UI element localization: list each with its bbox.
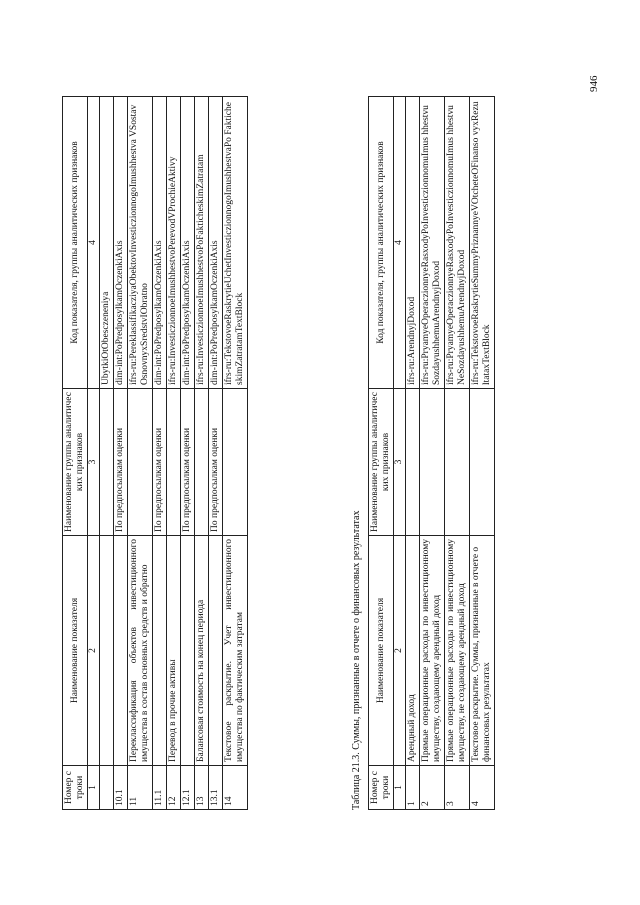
col-number: 3: [88, 389, 100, 536]
row-group: [420, 389, 445, 536]
header-indicator-name: Наименование показателя: [63, 536, 88, 766]
row-indicator: [209, 536, 223, 766]
row-number: 13.1: [209, 766, 223, 810]
table-row: [406, 97, 420, 810]
row-group: По предпосылкам оценки: [181, 389, 195, 536]
page-number: 946: [588, 75, 600, 92]
row-code: dim-int:PoPredposylkamOczenkiAxis: [114, 97, 128, 389]
table-row: [223, 97, 248, 810]
row-group: [195, 389, 209, 536]
row-indicator: Арендный доход: [406, 536, 420, 766]
row-code: ifrs-ru:TekstovoeRaskrytieUchetInvesticzionnogoImushhestvaPo FakticheskimZatratamTextBlock: [223, 97, 248, 389]
table-caption: Таблица 21.3. Суммы, признанные в отчете о финансовых результатах: [351, 510, 362, 810]
row-group: [223, 389, 248, 536]
row-code: ifrs-ru:InvesticzionnoeImushhestvoPerevodVProchieAktivy: [167, 97, 181, 389]
header-row-number: Номер строки: [63, 766, 88, 810]
row-indicator: Балансовая стоимость на конец периода: [195, 536, 209, 766]
col-number: 2: [88, 536, 100, 766]
row-indicator: [181, 536, 195, 766]
row-group: По предпосылкам оценки: [114, 389, 128, 536]
row-number: 13: [195, 766, 209, 810]
row-group: [470, 389, 495, 536]
header-indicator-name: Наименование показателя: [369, 536, 394, 766]
table-header-row: [369, 97, 394, 810]
row-indicator: Текстовое раскрытие. Суммы, признанные в отчете о финансовых результатах: [470, 536, 495, 766]
row-indicator: Переклассификация объектов инвестиционного имущества в состав основных средств и обратно: [128, 536, 153, 766]
col-number: 1: [394, 766, 406, 810]
table-row: [181, 97, 195, 810]
row-code: ifrs-ru:InvesticzionnoeImushhestvoPoFakticheskimZatratam: [195, 97, 209, 389]
row-code: dim-int:PoPredposylkamOczenkiAxis: [209, 97, 223, 389]
row-number: 3: [445, 766, 470, 810]
table-header-row: [63, 97, 88, 810]
row-code: ifrs-ru:PryamyeOperaczionnyeRasxodyPoInvesticzionnomuImus hhestvuNeSozdayushhemuArendnyjDoxod: [445, 97, 470, 389]
row-group: [406, 389, 420, 536]
row-code: UbytkiOtObesczeneniya: [100, 97, 114, 389]
table-row: [445, 97, 470, 810]
table-row: [167, 97, 181, 810]
row-group: [100, 389, 114, 536]
row-code: dim-int:PoPredposylkamOczenkiAxis: [153, 97, 167, 389]
header-code: Код показателя, группы аналитических признаков: [369, 97, 394, 389]
table-row: [470, 97, 495, 810]
table-row: [153, 97, 167, 810]
column-number-row: [88, 97, 100, 810]
row-indicator: Перевод в прочие активы: [167, 536, 181, 766]
row-number: 12: [167, 766, 181, 810]
table-row: [128, 97, 153, 810]
col-number: 4: [88, 97, 100, 389]
row-group: [167, 389, 181, 536]
header-code: Код показателя, группы аналитических признаков: [63, 97, 88, 389]
row-group: [445, 389, 470, 536]
row-indicator: [100, 536, 114, 766]
row-code: ifrs-ru:ArendnyjDoxod: [406, 97, 420, 389]
row-number: 11.1: [153, 766, 167, 810]
row-indicator: Прямые операционные расходы по инвестиционному имуществу, создающему арендный доход: [420, 536, 445, 766]
table-investment-property: [62, 96, 248, 810]
row-group: По предпосылкам оценки: [209, 389, 223, 536]
row-number: 1: [406, 766, 420, 810]
header-row-number: Номер строки: [369, 766, 394, 810]
column-number-row: [394, 97, 406, 810]
table-amounts-recognized: [368, 96, 495, 810]
row-number: 4: [470, 766, 495, 810]
row-number: 10.1: [114, 766, 128, 810]
row-group: [128, 389, 153, 536]
row-code: ifrs-ru:PereklassifikacziyaObektovInvesticzionnogoImushhestva VSostavOsnovnyxSredstvIObratno: [128, 97, 153, 389]
row-number: 12.1: [181, 766, 195, 810]
row-group: По предпосылкам оценки: [153, 389, 167, 536]
header-group-name: Наименование группы аналитических признаков: [369, 389, 394, 536]
header-group-name: Наименование группы аналитических признаков: [63, 389, 88, 536]
row-number: 2: [420, 766, 445, 810]
col-number: 3: [394, 389, 406, 536]
col-number: 2: [394, 536, 406, 766]
row-code: ifrs-ru:PryamyeOperaczionnyeRasxodyPoInvesticzionnomuImus hhestvuSozdayushhemuArendnyjDoxod: [420, 97, 445, 389]
table-row: [100, 97, 114, 810]
row-indicator: Текстовое раскрытие. Учет инвестиционного имущества по фактическим затратам: [223, 536, 248, 766]
row-indicator: [153, 536, 167, 766]
col-number: 1: [88, 766, 100, 810]
table-row: [195, 97, 209, 810]
table-row: [209, 97, 223, 810]
table-row: [420, 97, 445, 810]
row-number: 14: [223, 766, 248, 810]
row-indicator: Прямые операционные расходы по инвестиционному имуществу, не создающему арендный доход: [445, 536, 470, 766]
row-number: [100, 766, 114, 810]
row-code: dim-int:PoPredposylkamOczenkiAxis: [181, 97, 195, 389]
table-row: [114, 97, 128, 810]
row-number: 11: [128, 766, 153, 810]
col-number: 4: [394, 97, 406, 389]
row-indicator: [114, 536, 128, 766]
row-code: ifrs-ru:TekstovoeRaskrytieSummyPriznannyeVOtcheteOFinanso vyxRezultataxTextBlock: [470, 97, 495, 389]
